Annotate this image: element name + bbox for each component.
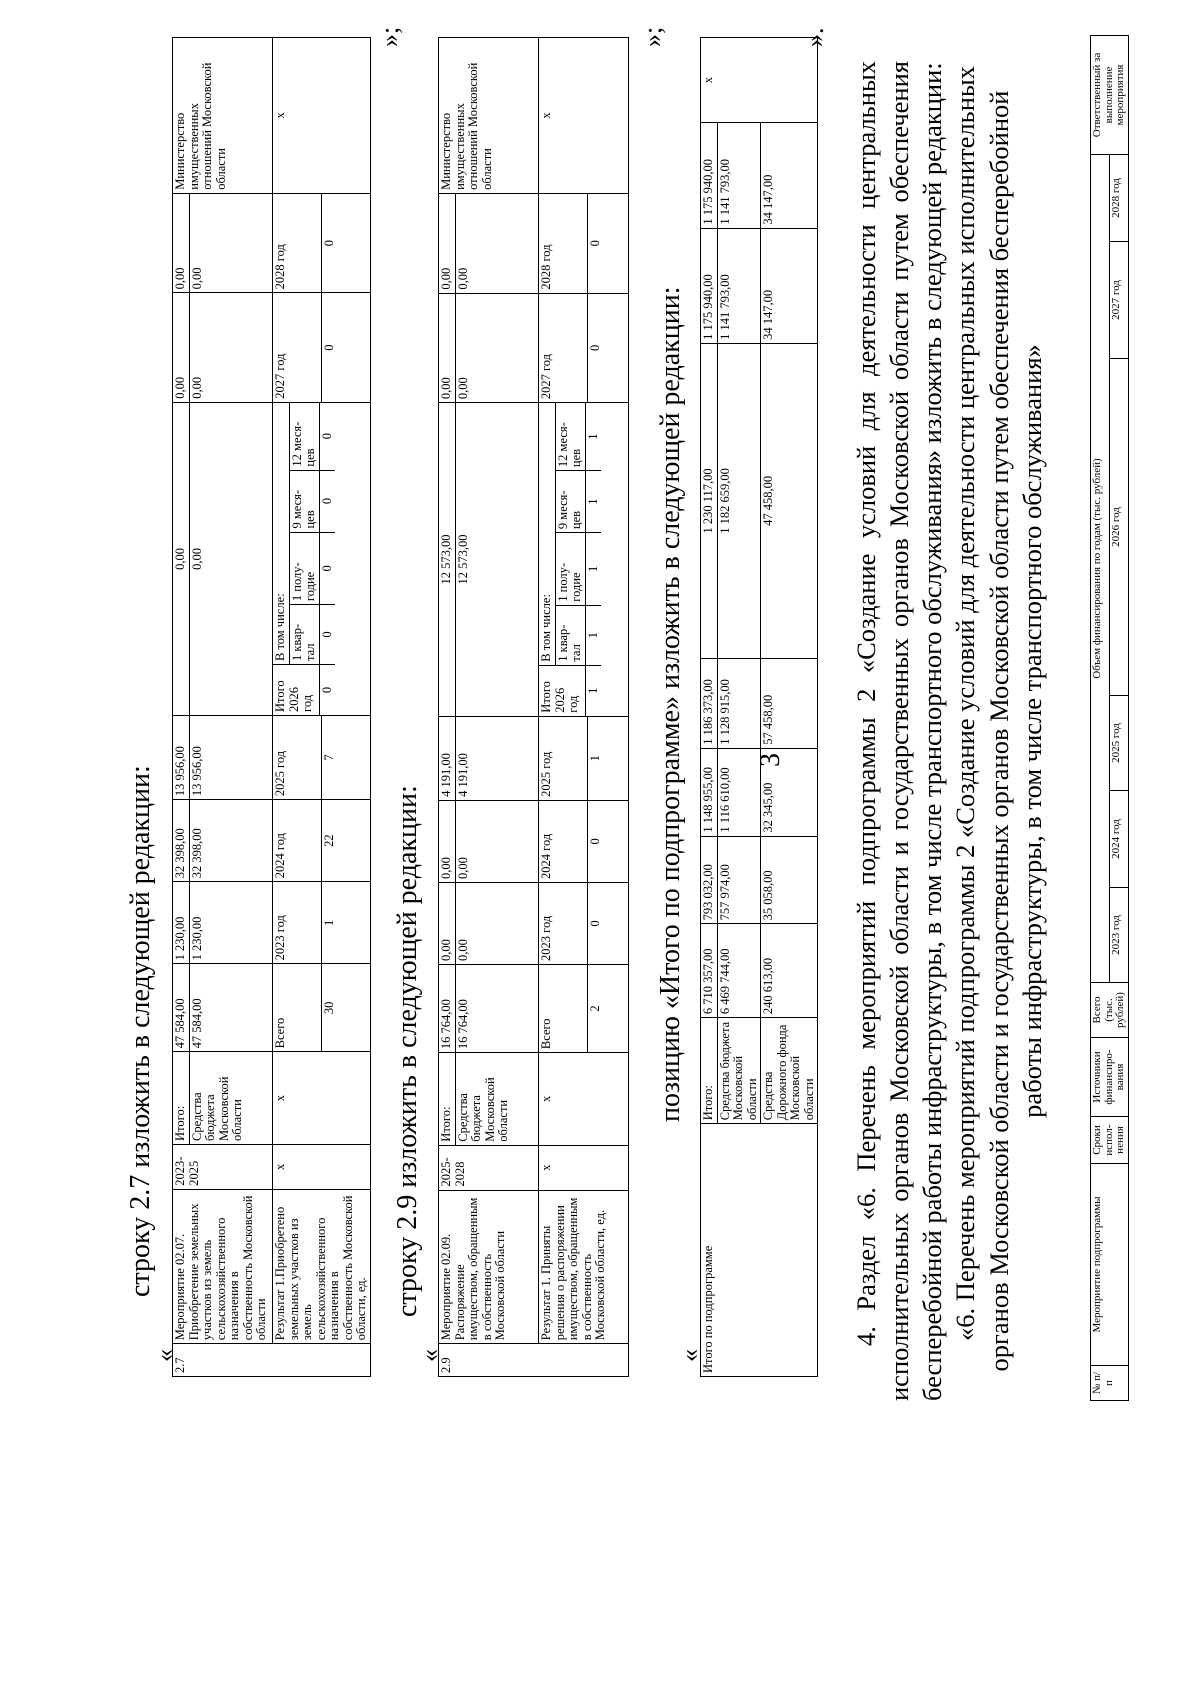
total-value: 1 186 373,00 — [701, 658, 718, 748]
result-header-9m: 9 меся-цев — [555, 471, 585, 533]
fin-budget-2023: 1 230,00 — [189, 916, 204, 961]
result-value-q1: 0 — [319, 605, 335, 665]
result-header-2028: 2028 год — [273, 194, 321, 293]
total-src: Итого: — [701, 1018, 718, 1124]
fin-total-2024: 32 398,00 — [173, 800, 189, 881]
total-value: 32 345,00 — [761, 748, 818, 836]
result-value-2025: 1 — [587, 755, 602, 762]
header-sources: Источники финансиро-вания — [1091, 1038, 1129, 1117]
result-header-including: В том числе: — [273, 403, 289, 665]
src-budget-label: Средства бюджета Московской области — [455, 1077, 510, 1142]
header-responsible: Ответственный за выполнение мероприятия — [1091, 36, 1129, 155]
result-value-total: 30 — [321, 1001, 336, 1015]
result-header-2028: 2028 год — [539, 194, 587, 293]
fin-budget-all: 47 584,00 — [189, 998, 204, 1049]
result-value-total: 2 — [587, 1005, 602, 1012]
years: 2023-2025 — [173, 1144, 273, 1189]
result-name: Результат 1.Приобретено земельных участков из земель сельскохозяйственного назначения в собственность Московской области, ед. — [273, 1189, 371, 1343]
result-value-2027: 0 — [587, 344, 602, 352]
x-mark: х — [273, 1144, 371, 1189]
fin-budget-2025: 4 191,00 — [455, 753, 470, 797]
total-value: 35 058,00 — [761, 836, 818, 924]
src-total-label: Итого: — [173, 1052, 189, 1144]
result-header-2027: 2027 год — [539, 294, 587, 403]
fin-budget-2023: 0,00 — [455, 939, 470, 961]
result-header-q1: 1 квар-тал — [289, 605, 319, 665]
result-header-h1: 1 полу-годие — [555, 533, 585, 606]
total-value: 34 147,00 — [761, 123, 818, 228]
fin-total-2025: 13 956,00 — [173, 716, 189, 799]
header-2026: 2026 год — [1109, 359, 1128, 696]
result-header-12m: 12 меся-цев — [289, 403, 319, 470]
intro-row-2-9: строку 2.9 изложить в следующей редакции: — [392, 785, 423, 1317]
fin-total-all: 16 764,00 — [439, 965, 455, 1052]
fin-total-2024: 0,00 — [439, 801, 455, 882]
fin-total-2027: 0,00 — [439, 294, 455, 403]
total-value: 6 469 744,00 — [717, 924, 761, 1018]
result-header-total-2026: Итого 2026 год — [273, 665, 319, 716]
open-quote: « — [675, 1349, 704, 1362]
fin-budget-2027: 0,00 — [455, 377, 470, 400]
x-mark: х — [539, 1145, 629, 1190]
close-quote: ». — [800, 27, 829, 47]
header-2024: 2024 год — [1109, 791, 1128, 888]
result-header-2023: 2023 год — [273, 882, 321, 963]
total-value: 6 710 357,00 — [701, 924, 718, 1018]
result-value-9m: 0 — [319, 470, 335, 532]
result-header-2025: 2025 год — [273, 716, 321, 799]
result-header-total: Всего — [273, 964, 321, 1051]
header-volume: Объем финансирования по годам (тыс. рублей) — [1091, 155, 1110, 983]
total-value: 757 974,00 — [717, 836, 761, 924]
result-header-h1: 1 полу-годие — [289, 532, 319, 605]
total-value: 1 148 955,00 — [701, 748, 718, 836]
fin-total-2026: 12 573,00 — [439, 403, 455, 716]
result-header-2024: 2024 год — [539, 801, 587, 882]
fin-total-2027: 0,00 — [173, 293, 189, 401]
x-mark: х — [273, 38, 371, 194]
fin-total-2023: 0,00 — [439, 883, 455, 964]
total-src: Средства бюджета Московской области — [717, 1018, 761, 1124]
total-value: 1 116 610,00 — [717, 748, 761, 836]
total-value: 57 458,00 — [761, 658, 818, 748]
fin-budget-2024: 0,00 — [455, 857, 470, 879]
result-value-2024: 0 — [587, 838, 602, 845]
result-value-2026: 0 — [319, 665, 335, 716]
total-label: Итого по подпрограмме — [701, 1124, 818, 1377]
result-value-h1: 0 — [319, 532, 335, 605]
row-number: 2.9 — [439, 1344, 629, 1377]
result-value-12m: 0 — [319, 403, 335, 470]
fin-budget-2028: 0,00 — [455, 267, 470, 290]
fin-total-2028: 0,00 — [439, 194, 455, 293]
close-quote: »; — [375, 26, 404, 47]
open-quote: « — [150, 1349, 179, 1362]
result-value-2025: 7 — [321, 754, 336, 761]
result-value-9m: 1 — [585, 471, 601, 533]
fin-budget-all: 16 764,00 — [455, 999, 470, 1050]
fin-total-2028: 0,00 — [173, 194, 189, 293]
total-value: 1 128 915,00 — [717, 658, 761, 748]
result-value-2028: 0 — [321, 239, 336, 247]
table-row-2-7 — [172, 37, 371, 1377]
src-total-label: Итого: — [439, 1053, 455, 1145]
total-value: 1 141 793,00 — [717, 123, 761, 228]
result-value-2027: 0 — [321, 344, 336, 351]
fin-budget-2026: 12 573,00 — [455, 534, 470, 585]
result-value-2024: 22 — [321, 834, 336, 847]
fin-budget-2026: 0,00 — [189, 547, 204, 570]
result-header-q1: 1 квар-тал — [555, 605, 585, 665]
close-quote: »; — [638, 26, 667, 47]
result-value-2023: 1 — [321, 919, 336, 926]
open-quote: « — [415, 1349, 444, 1362]
result-value-2028: 0 — [587, 240, 602, 247]
result-header-total: Всего — [539, 965, 587, 1052]
result-header-total-2026: Итого 2026 год — [539, 665, 585, 716]
total-value: 1 230 117,00 — [701, 343, 718, 658]
result-header-2024: 2024 год — [273, 800, 321, 881]
intro-total: позицию «Итого по подпрограмме» изложить в следующей редакции: — [655, 286, 686, 1122]
section-4-text — [850, 61, 1049, 1401]
total-value: 1 182 659,00 — [717, 343, 761, 658]
header-total: Всего (тыс. рублей) — [1091, 983, 1129, 1038]
x-mark: х — [539, 38, 629, 194]
result-value-h1: 1 — [585, 533, 601, 606]
result-header-2023: 2023 год — [539, 883, 587, 964]
fin-total-2023: 1 230,00 — [173, 882, 189, 963]
table-row-2-9 — [438, 37, 629, 1377]
result-header-2025: 2025 год — [539, 717, 587, 800]
header-2027: 2027 год — [1109, 242, 1128, 359]
total-value: 1 175 940,00 — [701, 228, 718, 343]
x-mark: х — [701, 38, 818, 123]
section-4-title: «6. Перечень мероприятий подпрограммы 2 «Создание условий для деятельности центральных исполнительных органов Московской области и государственных органов Московской области путем обеспечения бесперебойной работы инфраструктуры, в том числе транспортного обслуживания» — [950, 66, 1047, 1372]
total-src: Средства Дорожного фонда Московской области — [761, 1018, 818, 1124]
result-value-12m: 1 — [585, 403, 601, 470]
result-value-2023: 0 — [587, 920, 602, 927]
src-budget-label: Средства бюджета Московской области — [189, 1076, 244, 1141]
result-header-9m: 9 меся-цев — [289, 470, 319, 532]
result-value-2026: 1 — [585, 665, 601, 716]
section-4-paragraph: 4. Раздел «6. Перечень мероприятий подпрограммы 2 «Создание условий для деятельности центральных исполнительных органов Московской области и государственных органов Московской области путем обеспечения бесперебойной работы инфраструктуры, в том числе транспортного обслуживания» изложить в следующей редакции: — [851, 61, 948, 1401]
fin-budget-2025: 13 956,00 — [189, 746, 204, 797]
total-value: 1 175 940,00 — [701, 123, 718, 228]
row-number: 2.7 — [173, 1344, 371, 1377]
result-name: Результат 1. Приняты решения о распоряжении имуществом, обращенным в собственность Московской области, ед. — [539, 1190, 629, 1344]
fin-total-2026: 0,00 — [173, 403, 189, 715]
total-value: 1 141 793,00 — [717, 228, 761, 343]
total-value: 47 458,00 — [761, 343, 818, 658]
event-name: Мероприятие 02.07. Приобретение земельных участков из земель сельскохозяйственного назначения в собственность Московской области — [173, 1189, 273, 1343]
header-num: № п/п — [1091, 1366, 1129, 1401]
header-2025: 2025 год — [1109, 696, 1128, 791]
total-value: 793 032,00 — [701, 836, 718, 924]
header-terms: Сроки испол-нения — [1091, 1117, 1129, 1164]
fin-budget-2024: 32 398,00 — [189, 828, 204, 879]
result-header-12m: 12 меся-цев — [555, 403, 585, 470]
intro-row-2-7: строку 2.7 изложить в следующей редакции: — [125, 765, 156, 1297]
result-header-including: В том числе: — [539, 403, 555, 665]
measures-table-header — [1090, 35, 1129, 1401]
total-value: 34 147,00 — [761, 228, 818, 343]
x-mark: х — [539, 1053, 629, 1146]
header-event: Мероприятие подпрограммы — [1091, 1164, 1129, 1366]
fin-total-2025: 4 191,00 — [439, 717, 455, 800]
fin-budget-2027: 0,00 — [189, 376, 204, 399]
header-2023: 2023 год — [1109, 888, 1128, 983]
result-header-2027: 2027 год — [273, 293, 321, 401]
event-name: Мероприятие 02.09. Распоряжение имуществом, обращенным в собственность Московской области — [439, 1190, 539, 1344]
header-2028: 2028 год — [1109, 155, 1128, 242]
fin-budget-2028: 0,00 — [189, 267, 204, 290]
total-value: 240 613,00 — [761, 924, 818, 1018]
x-mark: х — [273, 1052, 371, 1145]
fin-total-all: 47 584,00 — [173, 964, 189, 1051]
years: 2025-2028 — [439, 1145, 539, 1190]
responsible: Министерство имущественных отношений Московской области — [439, 38, 539, 194]
result-value-q1: 1 — [585, 605, 601, 665]
table-total — [700, 37, 818, 1377]
page-number: 3 — [755, 753, 786, 767]
responsible: Министерство имущественных отношений Московской области — [173, 38, 273, 194]
